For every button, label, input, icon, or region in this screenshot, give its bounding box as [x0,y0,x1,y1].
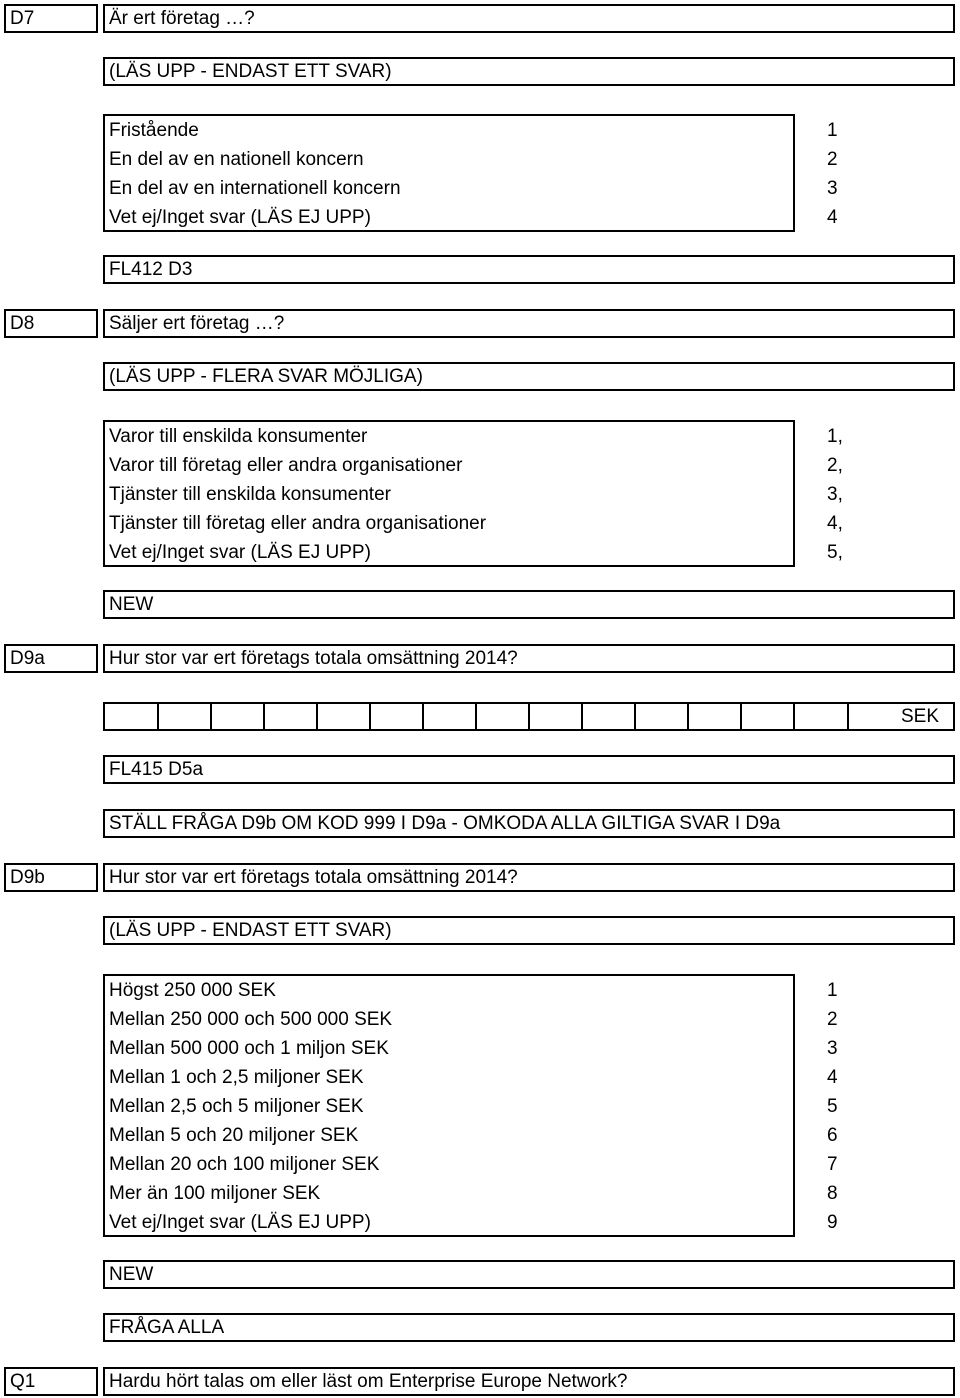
digit-cell[interactable] [795,704,849,729]
d8-note: NEW [103,590,955,619]
option-code: 7 [827,1154,838,1175]
d7-option-2[interactable] [109,145,838,174]
option-label: Tjänster till företag eller andra organisationer [109,513,487,534]
d7-question: Är ert företag …? [103,4,955,33]
d8-instruction: (LÄS UPP - FLERA SVAR MÖJLIGA) [103,362,955,391]
d7-option-3[interactable] [109,174,838,203]
option-code: 3 [827,178,838,199]
d9a-routing: STÄLL FRÅGA D9b OM KOD 999 I D9a - OMKODA ALLA GILTIGA SVAR I D9a [103,809,955,838]
option-code: 1 [827,980,838,1001]
digit-cell[interactable] [371,704,424,729]
d8-option-5[interactable] [109,538,843,567]
q1-question: Hardu hört talas om eller läst om Enterprise Europe Network? [103,1367,955,1396]
d9b-code: D9b [4,863,98,892]
option-label: Fristående [109,120,199,141]
digit-cell[interactable] [424,704,477,729]
option-code: 5, [827,542,843,563]
d9b-option-9[interactable] [109,1208,838,1237]
option-label: Tjänster till enskilda konsumenter [109,484,391,505]
option-label: Varor till enskilda konsumenter [109,426,368,447]
d8-option-4[interactable] [109,509,843,538]
d9a-note: FL415 D5a [103,755,955,784]
d7-options [103,114,838,232]
option-code: 2 [827,1009,838,1030]
d8-options [103,420,843,567]
digit-cell[interactable] [477,704,530,729]
d8-code: D8 [4,309,98,338]
d9b-instruction: (LÄS UPP - ENDAST ETT SVAR) [103,916,955,945]
d9b-option-1[interactable] [109,976,838,1005]
option-code: 4 [827,207,838,228]
option-label: Mellan 5 och 20 miljoner SEK [109,1125,359,1146]
option-code: 3 [827,1038,838,1059]
d9b-option-5[interactable] [109,1092,838,1121]
d9a-question: Hur stor var ert företags totala omsättning 2014? [103,644,955,673]
d9b-options [103,974,838,1237]
option-label: Mellan 1 och 2,5 miljoner SEK [109,1067,364,1088]
d8-option-1[interactable] [109,422,843,451]
option-code: 4 [827,1067,838,1088]
d9b-option-8[interactable] [109,1179,838,1208]
option-label: Högst 250 000 SEK [109,980,276,1001]
option-label: Mellan 20 och 100 miljoner SEK [109,1154,380,1175]
option-code: 8 [827,1183,838,1204]
option-code: 4, [827,513,843,534]
d7-option-1[interactable] [109,116,838,145]
digit-cell[interactable] [530,704,583,729]
digit-cell[interactable] [159,704,212,729]
option-label: En del av en internationell koncern [109,178,401,199]
d9b-option-7[interactable] [109,1150,838,1179]
d8-option-3[interactable] [109,480,843,509]
digit-cell[interactable] [265,704,318,729]
d9b-option-6[interactable] [109,1121,838,1150]
digit-cell[interactable] [742,704,795,729]
option-label: Varor till företag eller andra organisationer [109,455,463,476]
digit-cell[interactable] [689,704,742,729]
option-code: 5 [827,1096,838,1117]
d9b-note: NEW [103,1260,955,1289]
digit-cell[interactable] [318,704,371,729]
q1-code: Q1 [4,1367,98,1396]
option-code: 9 [827,1212,838,1233]
option-label: Mellan 250 000 och 500 000 SEK [109,1009,393,1030]
option-code: 1 [827,120,838,141]
option-label: Mer än 100 miljoner SEK [109,1183,321,1204]
d9b-option-3[interactable] [109,1034,838,1063]
d8-option-2[interactable] [109,451,843,480]
d9b-option-4[interactable] [109,1063,838,1092]
option-label: Vet ej/Inget svar (LÄS EJ UPP) [109,207,371,228]
digit-cell[interactable] [583,704,636,729]
d9a-unit: SEK [900,706,939,727]
option-code: 2 [827,149,838,170]
digit-cell[interactable] [212,704,265,729]
d9b-option-2[interactable] [109,1005,838,1034]
option-code: 6 [827,1125,838,1146]
d9b-routing: FRÅGA ALLA [103,1313,955,1342]
option-label: Mellan 2,5 och 5 miljoner SEK [109,1096,364,1117]
d8-question: Säljer ert företag …? [103,309,955,338]
option-label: Vet ej/Inget svar (LÄS EJ UPP) [109,1212,371,1233]
option-code: 3, [827,484,843,505]
d7-instruction: (LÄS UPP - ENDAST ETT SVAR) [103,57,955,86]
d7-note: FL412 D3 [103,255,955,284]
d9a-amount-input[interactable] [103,702,955,731]
digit-cell[interactable] [105,704,159,729]
digit-cell[interactable] [636,704,689,729]
option-code: 1, [827,426,843,447]
d9b-question: Hur stor var ert företags totala omsättning 2014? [103,863,955,892]
d7-code: D7 [4,4,98,33]
option-code: 2, [827,455,843,476]
option-label: En del av en nationell koncern [109,149,364,170]
option-label: Vet ej/Inget svar (LÄS EJ UPP) [109,542,371,563]
d9a-code: D9a [4,644,98,673]
option-label: Mellan 500 000 och 1 miljon SEK [109,1038,389,1059]
d7-option-4[interactable] [109,203,838,232]
